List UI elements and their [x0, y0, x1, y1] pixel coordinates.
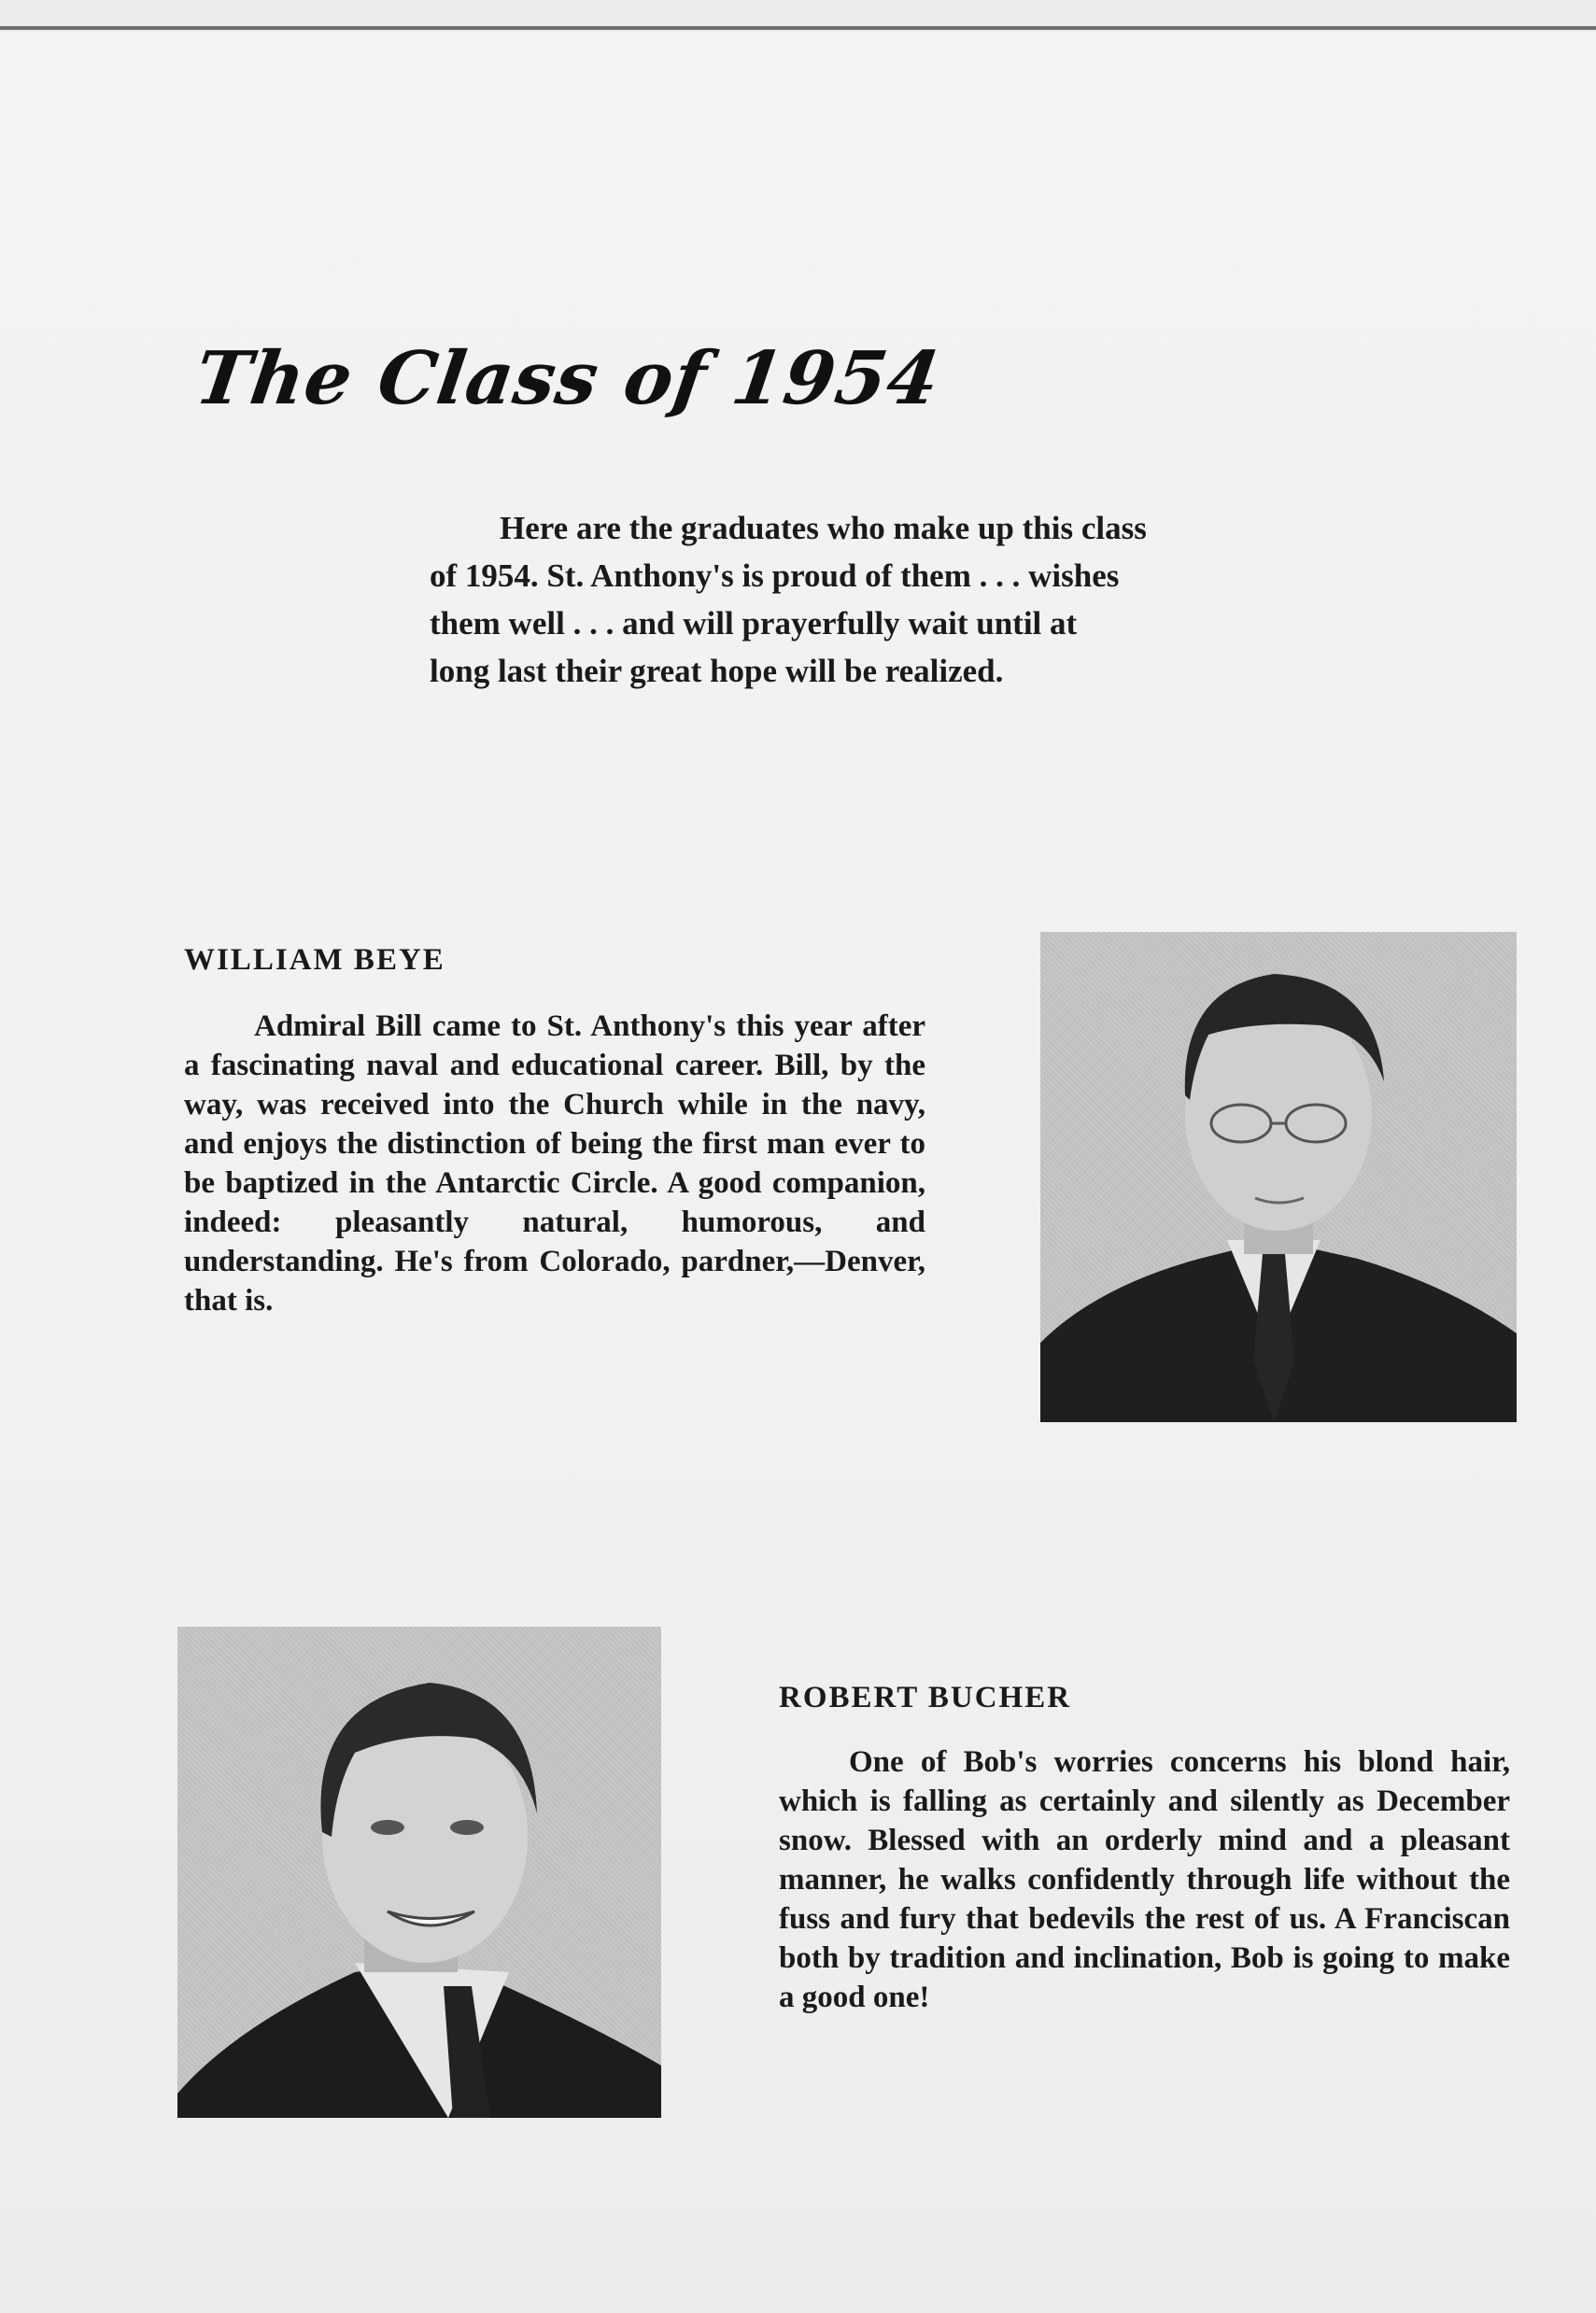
graduate-bio-text: One of Bob's worries concerns his blond hair, which is falling as certainly and silently as December snow. Blessed with an orderly mind and a pleasant manner, he walks confidently through life without the fuss and fury that bedevils the rest of us. A Franciscan both by tradition and inclination, Bob is going to make a good one!: [779, 1745, 1510, 2014]
top-edge-rule: [0, 26, 1596, 30]
graduate-bio-text: Admiral Bill came to St. Anthony's this year after a fascinating naval and educational career. Bill, by the way, was received into the Church while in the navy, and enjoys the distinction of being the first man ever to be baptized in the Antarctic Circle. A good companion, indeed: pleasantly natural, humorous, and understanding. He's from Colorado, pardner,—Denver, that is.: [184, 1009, 925, 1318]
portrait-illustration: [177, 1627, 661, 2118]
intro-paragraph: [430, 504, 1289, 695]
graduate-bio: [779, 1742, 1510, 2017]
graduate-portrait-photo: [1040, 932, 1517, 1422]
intro-line: them well . . . and will prayerfully wait until at: [430, 605, 1078, 642]
graduate-name: ROBERT BUCHER: [779, 1681, 1072, 1714]
graduate-bio: [184, 1007, 925, 1320]
page-title: The Class of 1954: [190, 336, 945, 421]
intro-line: Here are the graduates who make up this class: [500, 510, 1147, 546]
graduate-name: WILLIAM BEYE: [184, 943, 445, 977]
intro-line: long last their great hope will be realized.: [430, 653, 1004, 689]
portrait-illustration: [1040, 932, 1517, 1422]
intro-line: of 1954. St. Anthony's is proud of them . . . wishes: [430, 557, 1120, 594]
graduate-portrait-photo: [177, 1627, 661, 2118]
